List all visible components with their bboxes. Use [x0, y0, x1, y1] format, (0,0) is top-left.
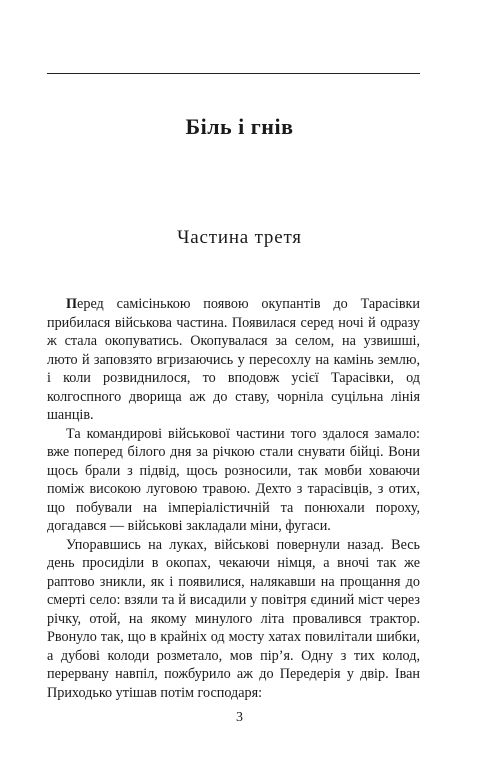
paragraph-1-text: еред самісінькою появою окупантів до Тарасівки прибилася військова частина. Появилася серед ночі й одразу ж стала окопуватись. Окопувалася за селом, на узвишші, люто й заповзято вгризаючись у пересохлу на камінь землю, і коли розвиднилося, то вподовж усієї Тарасівки, од колгоспного дворища аж до ставу, чорніла суцільна лінія шанців.: [47, 296, 420, 423]
chapter-title: Біль і гнів: [185, 114, 294, 139]
top-rule: [47, 73, 420, 74]
part-title: Частина третя: [177, 227, 302, 248]
paragraph-1: [47, 295, 420, 425]
page-number: 3: [236, 710, 243, 725]
paragraph-3: Упоравшись на луках, військові повернули назад. Весь день просиділи в окопах, чекаючи німця, а вночі так же раптово зникли, як і появилися, налякавши на прощання до смерті село: взяли та й висадили у повітря єдиний міст через річку, отой, на якому минулого літа провалився трактор. Рвонуло так, що в крайніх од мосту хатах повилітали шибки, а дубові колоди розметало, мов пір’я. Одну з тих колод, перервану навпіл, пожбурило аж до Передерія у двір. Іван Приходько утішав потім господаря:: [47, 536, 420, 701]
body-text: [47, 295, 420, 702]
drop-cap: П: [66, 296, 78, 312]
paragraph-2: Та командирові військової частини того здалося замало: вже поперед білого дня за річкою стали снувати бійці. Вони щось брали з підвід, щось розносили, так мовби ховаючи поміж високою луговою травою. Дехто з тарасівців, з отих, що побували на імперіалістичній та понюхали пороху, догадався — військові закладали міни, фугаси.: [47, 425, 420, 534]
